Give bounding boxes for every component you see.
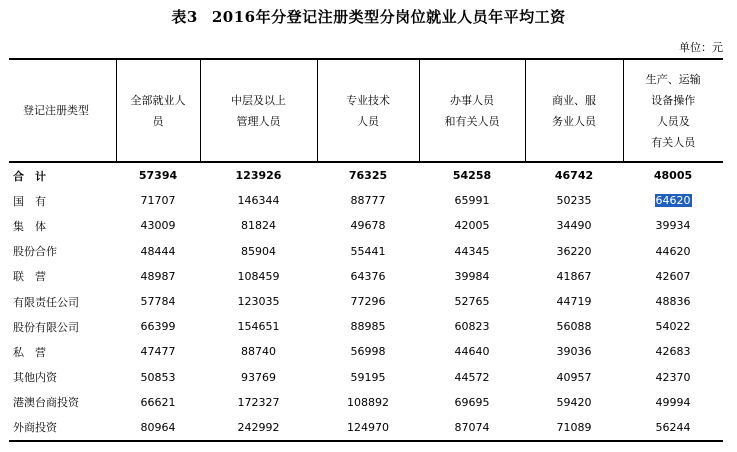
table-cell[interactable]: 87074 xyxy=(419,415,525,441)
table-cell[interactable]: 59420 xyxy=(556,395,592,409)
table-cell[interactable]: 36220 xyxy=(556,244,592,258)
row-label[interactable]: 私 营 xyxy=(13,345,46,359)
table-title xyxy=(0,6,737,27)
table-row xyxy=(9,289,723,314)
row-label[interactable]: 其他内资 xyxy=(13,371,57,385)
table-row xyxy=(9,213,723,238)
table-cell[interactable]: 44719 xyxy=(556,295,592,309)
table-row xyxy=(9,365,723,390)
table-cell[interactable]: 85904 xyxy=(241,244,276,258)
table-cell[interactable]: 39984 xyxy=(454,269,490,283)
table-cell[interactable] xyxy=(623,188,723,213)
table-cell[interactable]: 49678 xyxy=(350,219,386,233)
column-header: 全部就业人 员 xyxy=(116,59,200,162)
row-label[interactable]: 股份有限公司 xyxy=(13,320,79,334)
column-header: 商业、服 务业人员 xyxy=(525,59,623,162)
table-cell[interactable]: 48836 xyxy=(655,295,691,309)
table-cell[interactable]: 80964 xyxy=(116,415,200,441)
row-label[interactable]: 有限责任公司 xyxy=(13,295,79,309)
table-cell[interactable]: 49994 xyxy=(655,395,691,409)
table-cell[interactable]: 88740 xyxy=(241,345,276,359)
table-cell[interactable]: 77296 xyxy=(350,295,386,309)
row-label[interactable]: 国 有 xyxy=(13,194,46,208)
row-label[interactable]: 集 体 xyxy=(13,219,46,233)
table-cell[interactable]: 88777 xyxy=(350,194,386,208)
table-cell[interactable]: 57394 xyxy=(138,169,178,183)
row-label[interactable]: 港澳台商投资 xyxy=(13,396,79,410)
table-cell[interactable]: 71707 xyxy=(140,194,176,208)
table-cell[interactable]: 47477 xyxy=(140,345,176,359)
table-cell[interactable]: 146344 xyxy=(237,194,280,208)
header-row xyxy=(9,59,723,162)
table-body xyxy=(9,162,723,441)
table-cell[interactable]: 76325 xyxy=(348,169,388,183)
selected-cell-text: 64620 xyxy=(655,194,691,208)
table-row xyxy=(9,415,723,441)
table-cell[interactable]: 59195 xyxy=(350,370,386,384)
table-cell[interactable]: 172327 xyxy=(237,395,280,409)
table-cell[interactable]: 57784 xyxy=(140,295,176,309)
table-cell[interactable]: 54258 xyxy=(452,169,492,183)
table-row xyxy=(9,339,723,364)
table-cell[interactable]: 123035 xyxy=(237,295,280,309)
table-cell[interactable]: 66621 xyxy=(140,395,176,409)
table-cell[interactable]: 44345 xyxy=(454,244,490,258)
table-number: 表3 xyxy=(171,8,198,26)
table-row xyxy=(9,162,723,188)
table-cell[interactable]: 44640 xyxy=(454,345,490,359)
table-cell[interactable]: 39036 xyxy=(556,345,592,359)
table-cell[interactable]: 43009 xyxy=(140,219,176,233)
table-cell[interactable]: 66399 xyxy=(140,320,176,334)
table-cell[interactable]: 123926 xyxy=(235,169,282,183)
column-header: 生产、运输 设备操作 人员及 有关人员 xyxy=(623,59,723,162)
wage-table xyxy=(9,58,723,442)
table-cell[interactable]: 56244 xyxy=(623,415,723,441)
table-cell[interactable]: 48005 xyxy=(653,169,693,183)
table-cell[interactable]: 41867 xyxy=(556,269,592,283)
table-row xyxy=(9,264,723,289)
table-cell[interactable]: 52765 xyxy=(454,295,490,309)
row-label[interactable]: 股份合作 xyxy=(13,245,57,259)
table-row xyxy=(9,188,723,213)
row-label[interactable]: 合 计 xyxy=(13,169,46,183)
table-cell[interactable]: 55441 xyxy=(350,244,386,258)
table-cell[interactable]: 71089 xyxy=(525,415,623,441)
row-label[interactable]: 外商投资 xyxy=(9,415,116,441)
row-header-cell: 登记注册类型 xyxy=(9,59,116,162)
table-cell[interactable]: 242992 xyxy=(200,415,317,441)
column-header: 中层及以上 管理人员 xyxy=(200,59,317,162)
table-cell[interactable]: 40957 xyxy=(556,370,592,384)
table-row xyxy=(9,239,723,264)
table-cell[interactable]: 56088 xyxy=(556,320,592,334)
table-cell[interactable]: 124970 xyxy=(317,415,419,441)
table-cell[interactable]: 39934 xyxy=(655,219,691,233)
table-cell[interactable]: 48444 xyxy=(140,244,176,258)
table-title-text: 2016年分登记注册类型分岗位就业人员年平均工资 xyxy=(211,8,566,26)
table-cell[interactable]: 60823 xyxy=(454,320,490,334)
table-cell[interactable]: 50235 xyxy=(556,194,592,208)
table-cell[interactable]: 69695 xyxy=(454,395,490,409)
table-cell[interactable]: 48987 xyxy=(140,269,176,283)
table-cell[interactable]: 46742 xyxy=(554,169,594,183)
table-cell[interactable]: 42005 xyxy=(454,219,490,233)
table-cell[interactable]: 42370 xyxy=(655,370,691,384)
table-cell[interactable]: 50853 xyxy=(140,370,176,384)
table-cell[interactable]: 54022 xyxy=(655,320,691,334)
table-row xyxy=(9,314,723,339)
table-cell[interactable]: 65991 xyxy=(454,194,490,208)
column-header: 专业技术 人员 xyxy=(317,59,419,162)
table-cell[interactable]: 108892 xyxy=(347,395,389,409)
table-cell[interactable]: 108459 xyxy=(237,269,280,283)
column-header: 办事人员 和有关人员 xyxy=(419,59,525,162)
table-row xyxy=(9,390,723,415)
table-cell[interactable]: 42683 xyxy=(655,345,691,359)
table-cell[interactable]: 154651 xyxy=(237,320,280,334)
table-cell[interactable]: 44572 xyxy=(454,370,490,384)
table-cell[interactable]: 34490 xyxy=(556,219,592,233)
unit-label: 单位：元 xyxy=(679,41,723,54)
table-cell[interactable]: 81824 xyxy=(241,219,276,233)
table-cell[interactable]: 64376 xyxy=(350,269,386,283)
table-cell[interactable]: 44620 xyxy=(655,244,691,258)
table-cell[interactable]: 42607 xyxy=(655,269,691,283)
table-cell[interactable]: 56998 xyxy=(350,345,386,359)
table-cell[interactable]: 93769 xyxy=(241,370,276,384)
table-cell[interactable]: 88985 xyxy=(350,320,386,334)
row-label[interactable]: 联 营 xyxy=(13,270,46,284)
